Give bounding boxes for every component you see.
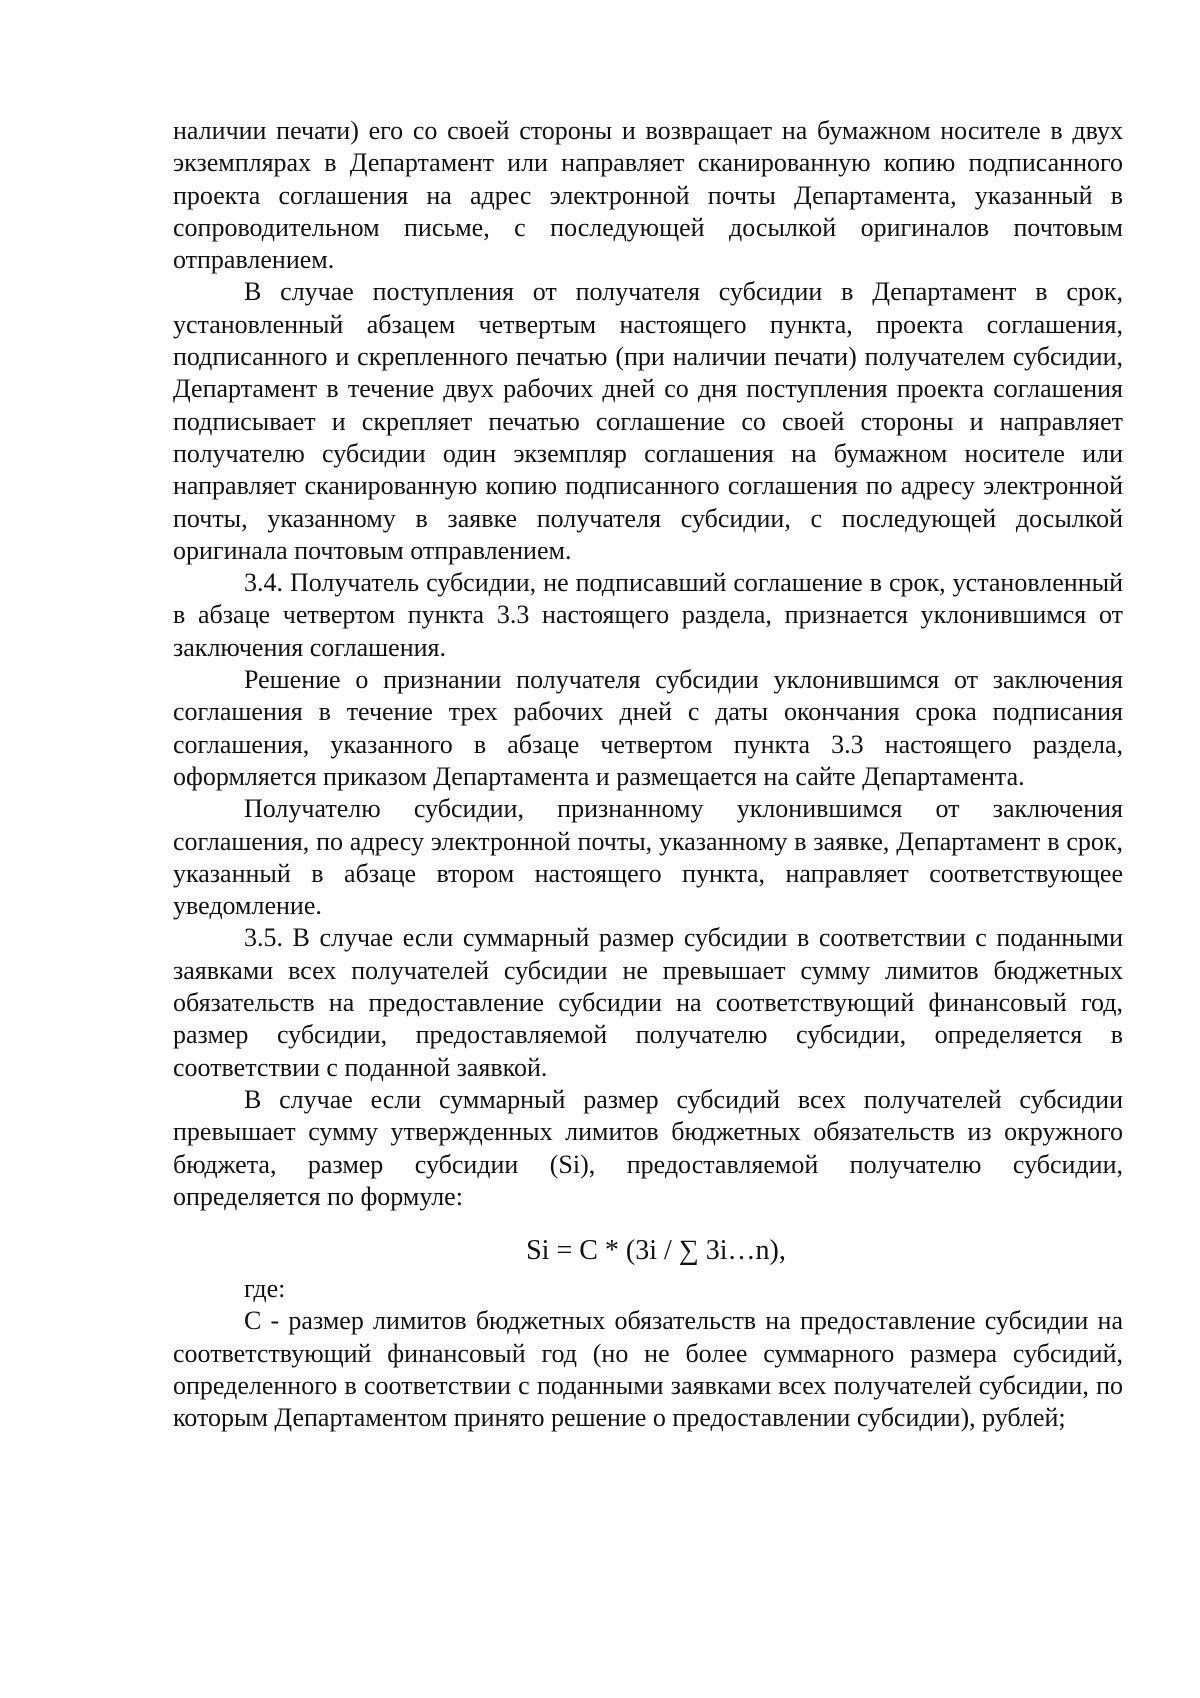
formula-where-label: где: <box>244 1274 286 1304</box>
paragraph-agreement-receipt: В случае поступления от получателя субсидии в Департамент в срок, установленный абзацем четвертым настоящего пункта, проекта соглашения, подписанного и скрепленного печатью (при наличии печати) получателем субсидии, Департамент в течение двух рабочих дней со дня поступления проекта соглашения подписывает и скрепляет печатью соглашение со своей стороны и направляет получателю субсидии один экземпляр соглашения на бумажном носителе или направляет сканированную копию подписанного соглашения по адресу электронной почты, указанному в заявке получателя субсидии, с последующей досылкой оригинала почтовым отправлением. <box>173 277 1123 565</box>
paragraph-evasion-notice: Получателю субсидии, признанному уклонившимся от заключения соглашения, по адресу электронной почты, указанному в заявке, Департамент в срок, указанный в абзаце втором настоящего пункта, направляет соответствующее уведомление. <box>173 794 1123 921</box>
subsidy-formula: Si = C * (3i / ∑ 3i…n), <box>526 1235 786 1267</box>
paragraph-continuation: наличии печати) его со своей стороны и возвращает на бумажном носителе в двух экземплярах в Департамент или направляет сканированную копию подписанного проекта соглашения на адрес электронной почты Департамента, указанный в сопроводительном письме, с последующей досылкой оригиналов почтовым отправлением. <box>173 116 1123 275</box>
paragraph-evasion-decision: Решение о признании получателя субсидии уклонившимся от заключения соглашения в течение трех рабочих дней с даты окончания срока подписания соглашения, указанного в абзаце четвертом пункта 3.3 настоящего раздела, оформляется приказом Департамента и размещается на сайте Департамента. <box>173 665 1123 791</box>
document-body <box>173 115 1123 1435</box>
paragraph-3-5: 3.5. В случае если суммарный размер субсидии в соответствии с поданными заявками всех получателей субсидии не превышает сумму лимитов бюджетных обязательств на предоставление субсидии на соответствующий финансовый год, размер субсидии, предоставляемой получателю субсидии, определяется в соответствии с поданной заявкой. <box>173 923 1123 1082</box>
paragraph-3-4: 3.4. Получатель субсидии, не подписавший соглашение в срок, установленный в абзаце четвертом пункта 3.3 настоящего раздела, признается уклонившимся от заключения соглашения. <box>173 568 1123 662</box>
paragraph-formula-intro: В случае если суммарный размер субсидий всех получателей субсидии превышает сумму утвержденных лимитов бюджетных обязательств из окружного бюджета, размер субсидии (Si), предоставляемой получателю субсидии, определяется по формуле: <box>173 1084 1123 1211</box>
formula-definition-c: С - размер лимитов бюджетных обязательств на предоставление субсидии на соответствующий финансовый год (но не более суммарного размера субсидий, определенного в соответствии с поданными заявками всех получателей субсидии, по которым Департаментом принято решение о предоставлении субсидии), рублей; <box>173 1306 1123 1433</box>
